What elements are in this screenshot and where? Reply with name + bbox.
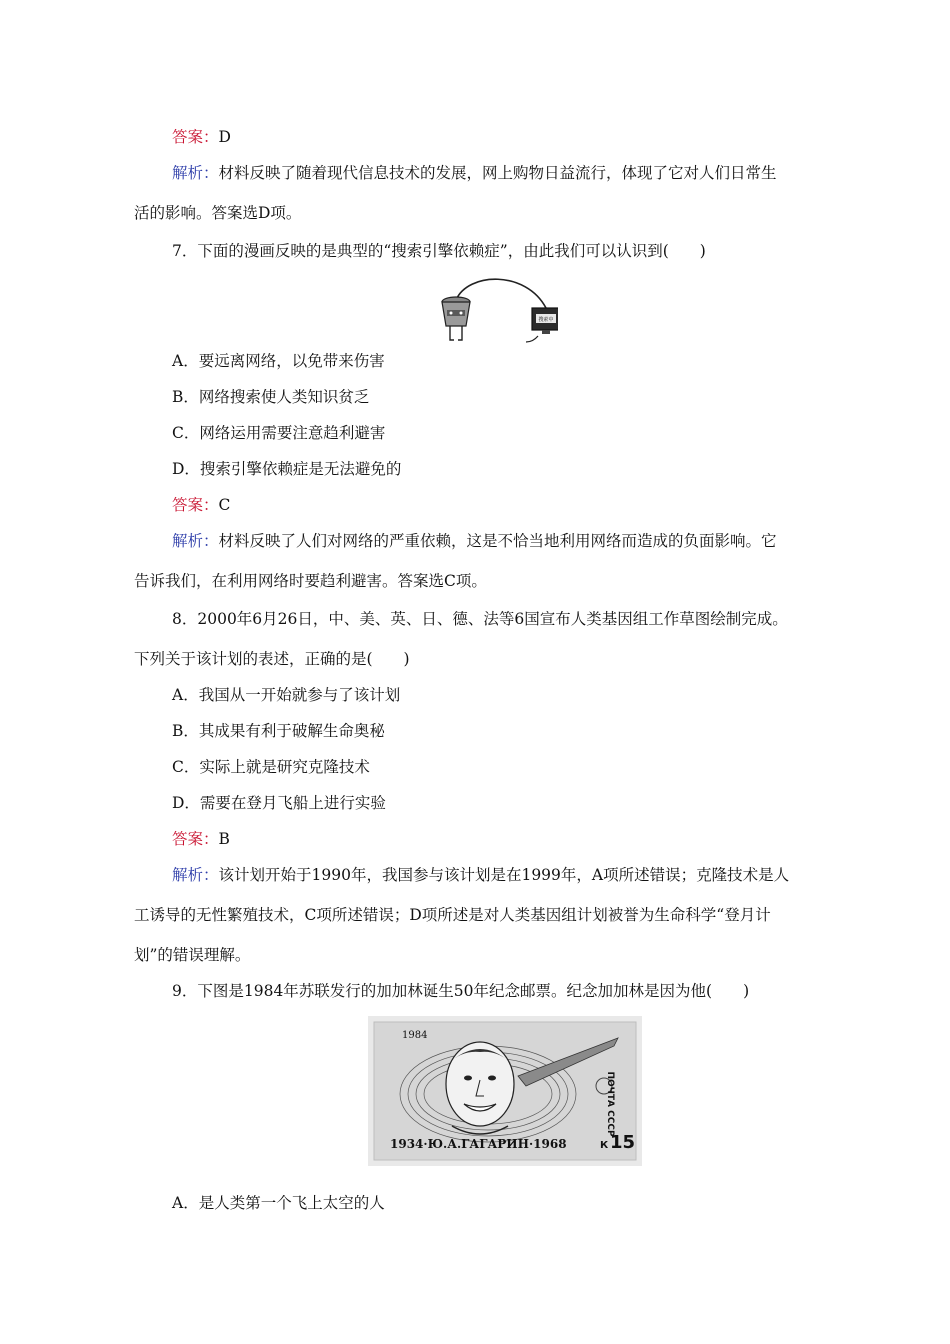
q8-analysis-line-1: 解析：该计划开始于1990年，我国参与该计划是在1999年，A项所述错误；克隆技术是人 xyxy=(172,866,790,884)
answer-label: 答案： xyxy=(172,128,219,146)
person-figure xyxy=(442,297,470,340)
stamp-year: 1984 xyxy=(402,1030,428,1041)
q8-question-line-2: 下列关于该计划的表述，正确的是( ) xyxy=(134,650,410,668)
q8-option-a: A．我国从一开始就参与了该计划 xyxy=(172,686,401,704)
analysis-label: 解析： xyxy=(172,532,219,550)
q7-option-b: B．网络搜索使人类知识贫乏 xyxy=(172,388,370,406)
stamp-caption: 1934·Ю.А.ГАГАРИН·1968 xyxy=(390,1137,567,1151)
q8-option-d: D．需要在登月飞船上进行实验 xyxy=(172,794,386,812)
q8-answer xyxy=(172,828,230,850)
q8-question-line-1: 8．2000年6月26日，中、美、英、日、德、法等6国宣布人类基因组工作草图绘制完成。 xyxy=(172,610,788,628)
search-engine-cartoon xyxy=(438,278,558,348)
analysis-label: 解析： xyxy=(172,164,219,182)
q9-question: 9．下图是1984年苏联发行的加加林诞生50年纪念邮票。纪念加加林是因为他( ) xyxy=(172,982,750,1000)
q9-option-a: A．是人类第一个飞上太空的人 xyxy=(172,1194,385,1212)
answer-label: 答案： xyxy=(172,830,219,848)
q7-analysis-line-2: 告诉我们，在利用网络时要趋利避害。答案选C项。 xyxy=(134,572,487,590)
stamp-country: ПОЧТА СССР xyxy=(605,1071,615,1137)
answer-label: 答案： xyxy=(172,496,219,514)
q7-option-d: D．搜索引擎依赖症是无法避免的 xyxy=(172,460,402,478)
q8-analysis-line-3: 划”的错误理解。 xyxy=(134,946,251,964)
q6-analysis-line-1: 解析：材料反映了随着现代信息技术的发展，网上购物日益流行，体现了它对人们日常生 xyxy=(172,164,777,182)
q8-option-c: C．实际上就是研究克隆技术 xyxy=(172,758,370,776)
gagarin-stamp xyxy=(368,1016,642,1166)
monitor-screen-text: 搜索中 xyxy=(538,317,554,323)
q7-answer xyxy=(172,494,230,516)
answer-value: B xyxy=(218,830,230,848)
q7-option-c: C．网络运用需要注意趋利避害 xyxy=(172,424,386,442)
q7-question: 7．下面的漫画反映的是典型的“搜索引擎依赖症”，由此我们可以认识到( ) xyxy=(172,242,706,260)
q6-analysis-line-2: 活的影响。答案选D项。 xyxy=(134,204,302,222)
q6-answer xyxy=(172,126,231,148)
q7-analysis-line-1: 解析：材料反映了人们对网络的严重依赖，这是不恰当地利用网络而造成的负面影响。它 xyxy=(172,532,777,550)
q7-option-a: A．要远离网络，以免带来伤害 xyxy=(172,352,385,370)
monitor-figure xyxy=(526,308,558,342)
answer-value: C xyxy=(218,496,231,514)
analysis-label: 解析： xyxy=(172,866,219,884)
q8-analysis-line-2: 工诱导的无性繁殖技术，C项所述错误；D项所述是对人类基因组计划被誉为生命科学“登月计 xyxy=(134,906,771,924)
stamp-currency: К xyxy=(600,1140,609,1151)
q8-option-b: B．其成果有利于破解生命奥秘 xyxy=(172,722,385,740)
stamp-value: 15 xyxy=(610,1132,636,1153)
answer-value: D xyxy=(218,128,231,146)
